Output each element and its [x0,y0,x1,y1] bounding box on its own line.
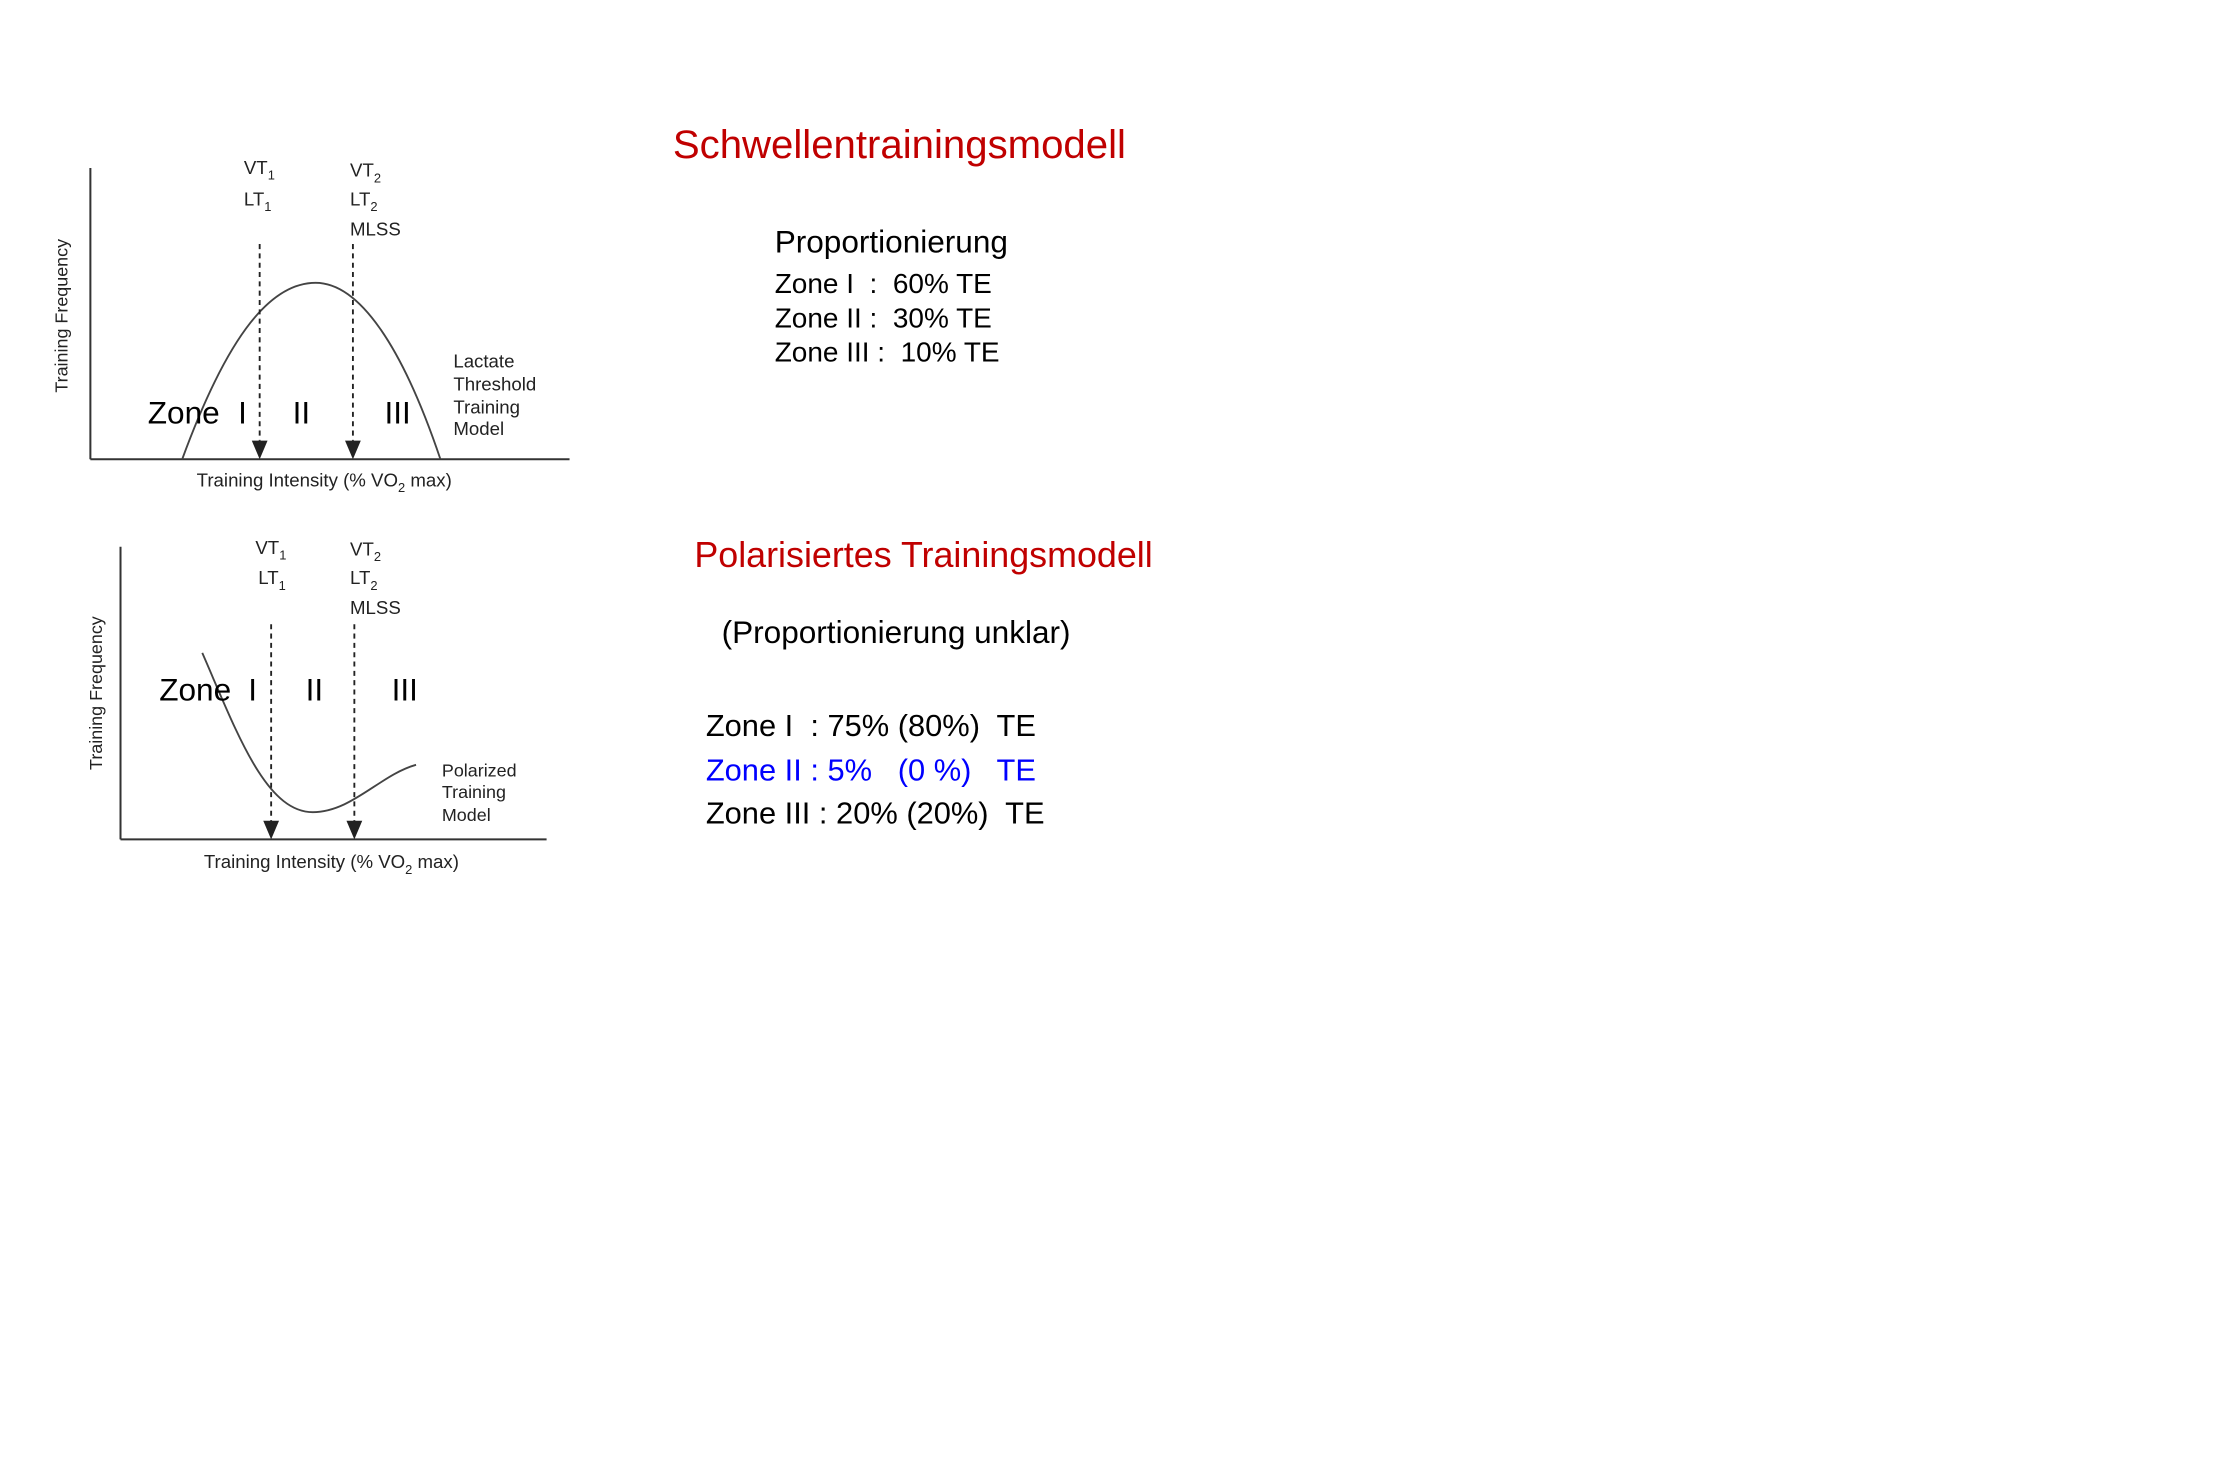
zone-3-proportion: Zone III : 10% TE [774,336,1000,368]
polarized-model-title: Polarisiertes Trainingsmodell [694,534,1153,575]
model-label [453,350,536,438]
threshold-1-lt-label [244,188,272,214]
threshold-2-vt-label [350,538,381,564]
threshold-model-text [673,122,1126,368]
x-axis-label [204,851,459,877]
zone-2-label: II [292,394,311,431]
x-axis-label-subscript: 2 [405,861,413,877]
proportion-heading: Proportionierung [774,223,1008,260]
zone-1-label: I [238,394,247,431]
zone-2-proportion: Zone II : 5% (0 %) TE [705,752,1036,788]
zone-1-label: I [248,671,257,708]
y-axis-label: Training Frequency [85,616,106,770]
model-label-line: Lactate [453,350,515,372]
label-text: VT [255,536,280,558]
threshold-2-mlss-label: MLSS [350,218,401,240]
label-subscript: 1 [278,577,286,593]
label-subscript: 1 [267,167,275,183]
x-axis-label-tail: max) [405,469,452,491]
label-subscript: 1 [279,547,287,563]
polarized-model-text [694,535,1152,831]
label-subscript: 1 [264,199,272,215]
x-axis-label-text: Training Intensity (% VO [203,851,406,873]
threshold-1-arrow-icon [252,441,268,460]
x-axis-label-tail: max) [412,851,459,873]
threshold-2-mlss-label: MLSS [350,597,401,619]
model-label-line: Training [441,781,506,802]
zone-3-proportion: Zone III : 20% (20%) TE [705,795,1045,831]
threshold-1-vt-label [255,537,286,563]
label-subscript: 2 [373,170,382,186]
threshold-model-diagram [51,157,569,495]
model-label-line: Model [453,417,505,439]
model-label [442,760,517,824]
threshold-2-vt-label [350,160,381,186]
label-subscript: 2 [373,549,382,565]
threshold-1-vt-label [244,157,275,183]
model-label-line: Training [453,396,520,418]
threshold-2-arrow-icon [346,821,362,840]
zone-3-label: III [391,671,418,708]
model-label-line: Polarized [441,760,517,781]
label-text: VT [350,538,374,560]
x-axis-label-subscript: 2 [397,480,406,496]
model-label-line: Threshold [453,373,537,395]
zone-word: Zone [159,671,232,708]
threshold-model-title: Schwellentrainingsmodell [672,121,1126,167]
bell-curve [182,283,440,459]
label-text: VT [350,159,374,181]
x-axis-label-text: Training Intensity (% VO [196,469,398,491]
label-text: LT [258,567,279,589]
threshold-2-arrow-icon [345,441,361,460]
label-subscript: 2 [370,199,378,215]
model-label-line: Model [441,804,491,825]
threshold-2-lt-label [350,567,378,593]
label-text: LT [243,188,265,210]
zone-1-proportion: Zone I : 60% TE [774,267,992,299]
y-axis-label: Training Frequency [51,238,72,393]
zone-2-label: II [305,671,324,708]
zone-2-proportion: Zone II : 30% TE [774,302,992,334]
x-axis-label [197,470,452,496]
polarized-model-diagram [86,537,547,877]
zone-1-proportion: Zone I : 75% (80%) TE [705,708,1036,744]
zone-3-label: III [384,394,411,431]
proportion-heading: (Proportionierung unklar) [721,613,1071,650]
threshold-1-arrow-icon [263,821,279,840]
threshold-1-lt-label [258,567,286,593]
zone-word: Zone [147,394,220,431]
label-text: LT [350,188,371,210]
label-text: LT [350,567,371,589]
label-text: VT [243,156,268,178]
threshold-2-lt-label [350,188,378,214]
label-subscript: 2 [370,577,378,593]
